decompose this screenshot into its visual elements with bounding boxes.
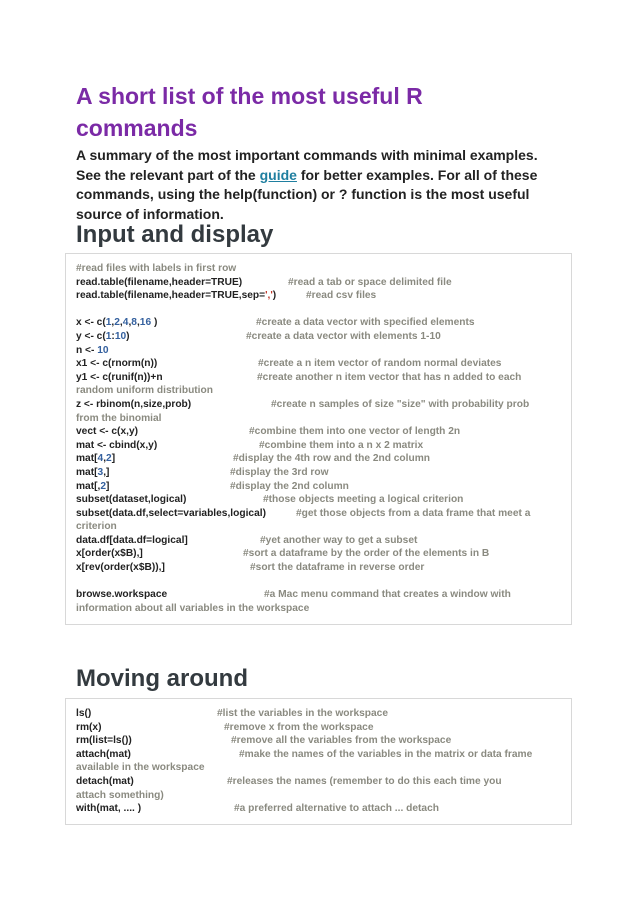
code-line [76,761,561,775]
code-comment-continuation: criterion [76,521,117,533]
code-line [76,371,561,385]
code-text: data.df[data.df=logical] [76,534,188,546]
code-command [76,562,165,573]
code-number: 4 [122,317,129,329]
code-text: x[rev(order(x$B)),] [76,562,165,574]
code-line [76,775,561,789]
code-line [76,357,561,371]
code-comment: #combine them into one vector of length 2n [249,426,461,438]
code-number: 16 [139,317,152,329]
code-line [76,262,561,276]
code-line [76,802,561,816]
code-number: 2 [100,480,107,492]
code-command [76,508,266,519]
code-command [76,589,167,600]
code-comment-continuation: random uniform distribution [76,385,213,397]
code-command [76,440,157,451]
code-line [76,561,561,575]
intro-text-end: for better examples. For all of these commands, using the help(function) or ? function is the most useful source of information. [76,166,538,222]
code-text: read.table(filename,header=TRUE,sep= [76,290,266,302]
code-comment: #create a data vector with specified elements [256,317,475,329]
code-comment: #sort a dataframe by the order of the elements in B [243,548,490,560]
code-block-moving-around [65,698,572,825]
code-command [76,708,91,719]
code-command [76,494,186,505]
code-text: , [119,317,123,329]
guide-link[interactable]: guide [259,166,297,183]
code-line [76,330,561,344]
code-line [76,439,561,453]
code-number: 8 [131,317,137,329]
code-line [76,412,561,426]
code-comment: #display the 3rd row [230,466,329,478]
blank-line [76,303,561,317]
code-text: ] [106,480,110,492]
code-text: detach(mat) [76,775,134,787]
code-comment-continuation: #read files with labels in first row [76,263,237,274]
code-command [76,749,131,760]
code-comment: #a preferred alternative to attach ... detach [234,803,439,815]
code-comment: #a Mac menu command that creates a window with [264,589,511,601]
code-number: 4 [97,453,104,465]
code-block-input-display [65,253,572,625]
code-command [76,358,157,369]
code-text: ] [111,453,116,465]
code-line [76,602,561,616]
code-text: subset(data.df,select=variables,logical) [76,507,266,519]
code-line [76,547,561,561]
code-text: mat[, [76,480,101,492]
code-line [76,316,561,330]
code-command [76,803,141,814]
code-comment: #yet another way to get a subset [260,534,418,546]
code-text: n <- [76,344,98,356]
code-text: mat[ [76,453,98,465]
code-command [76,399,191,410]
code-command [76,467,109,478]
code-command [76,426,138,437]
code-comment: #create n samples of size "size" with probability prob [271,398,530,410]
code-text: with(mat, .... ) [76,803,142,815]
code-text: , [136,317,140,329]
code-text: mat <- cbind(x,y) [76,439,158,451]
blank-line [76,575,561,589]
code-line [76,748,561,762]
code-text: , [128,317,132,329]
code-line [76,384,561,398]
code-line [76,276,561,290]
code-command [76,776,134,787]
code-number: 10 [97,344,109,356]
code-comment: #releases the names (remember to do this each time you [227,775,502,787]
code-text: vect <- c(x,y) [76,426,139,438]
code-text: y1 <- c(runif(n))+n [76,371,163,383]
code-command [76,453,115,464]
code-command [76,277,242,288]
code-line [76,721,561,735]
code-command [76,735,132,746]
code-comment: #list the variables in the workspace [217,708,388,719]
code-comment: #create a n item vector of random normal deviates [258,358,502,370]
code-command [76,481,109,492]
code-comment: #make the names of the variables in the matrix or data frame [239,748,533,760]
code-text: x[order(x$B),] [76,548,143,560]
section-heading-moving-around: Moving around [76,665,248,692]
intro-text-start: A summary of the most important commands with minimal examples. See the relevant part of the [76,147,538,183]
section-heading-input-display: Input and display [76,221,274,248]
code-comment: #remove all the variables from the workspace [231,735,452,747]
code-line [76,789,561,803]
code-number: 2 [106,453,112,465]
code-string: ',' [265,290,273,302]
code-comment: #get those objects from a data frame that meet a [296,507,531,519]
code-comment: #remove x from the workspace [224,721,374,733]
code-text: browse.workspace [76,589,168,601]
code-comment: #read a tab or space delimited file [288,276,452,288]
code-text: x <- c( [76,317,106,329]
code-command [76,535,188,546]
code-line [76,398,561,412]
code-text: ,] [103,466,110,478]
code-comment: #create a data vector with elements 1-10 [246,330,441,342]
code-line [76,734,561,748]
code-text: ) [272,290,277,302]
code-command [76,290,276,301]
code-text: attach(mat) [76,748,131,760]
code-comment-continuation: available in the workspace [76,762,205,774]
code-text: x1 <- c(rnorm(n)) [76,358,158,370]
code-text: , [103,453,107,465]
code-number: 10 [114,330,127,342]
code-command [76,722,101,733]
code-text: subset(dataset,logical) [76,494,187,506]
code-text: ) [151,317,158,329]
intro-paragraph [76,146,566,224]
code-comment-continuation: from the binomial [76,412,162,424]
code-line [76,507,561,521]
code-command [76,345,109,356]
code-comment-continuation: information about all variables in the workspace [76,602,310,614]
code-comment: #create another n item vector that has n added to each [257,371,522,383]
code-line [76,466,561,480]
code-text: mat[ [76,466,98,478]
code-text: ls() [76,708,92,719]
code-line [76,493,561,507]
code-number: 1 [105,330,112,342]
code-line [76,480,561,494]
code-line [76,289,561,303]
code-line [76,425,561,439]
code-line [76,520,561,534]
code-number: 3 [97,466,104,478]
code-text: ) [126,330,130,342]
code-text: , [111,317,115,329]
code-number: 2 [114,317,120,329]
code-command [76,317,157,328]
code-number: 1 [105,317,112,329]
code-comment: #those objects meeting a logical criterion [263,494,464,506]
code-comment: #read csv files [306,290,377,302]
code-comment: #display the 2nd column [230,480,349,492]
page-title: A short list of the most useful R commands [76,83,423,141]
code-command [76,548,143,559]
code-line [76,707,561,721]
code-text: rm(x) [76,721,102,733]
code-text: read.table(filename,header=TRUE) [76,276,243,288]
code-comment-continuation: attach something) [76,789,164,801]
code-comment: #sort the dataframe in reverse order [250,562,425,574]
code-line [76,588,561,602]
code-line [76,534,561,548]
code-comment: #combine them into a n x 2 matrix [259,439,424,451]
code-command [76,372,163,383]
code-line [76,344,561,358]
code-text: : [111,330,115,342]
code-line [76,452,561,466]
code-command [76,331,130,342]
code-text: z <- rbinom(n,size,prob) [76,398,192,410]
code-text: y <- c( [76,330,106,342]
code-text: rm(list=ls()) [76,735,132,747]
code-comment: #display the 4th row and the 2nd column [233,453,430,465]
